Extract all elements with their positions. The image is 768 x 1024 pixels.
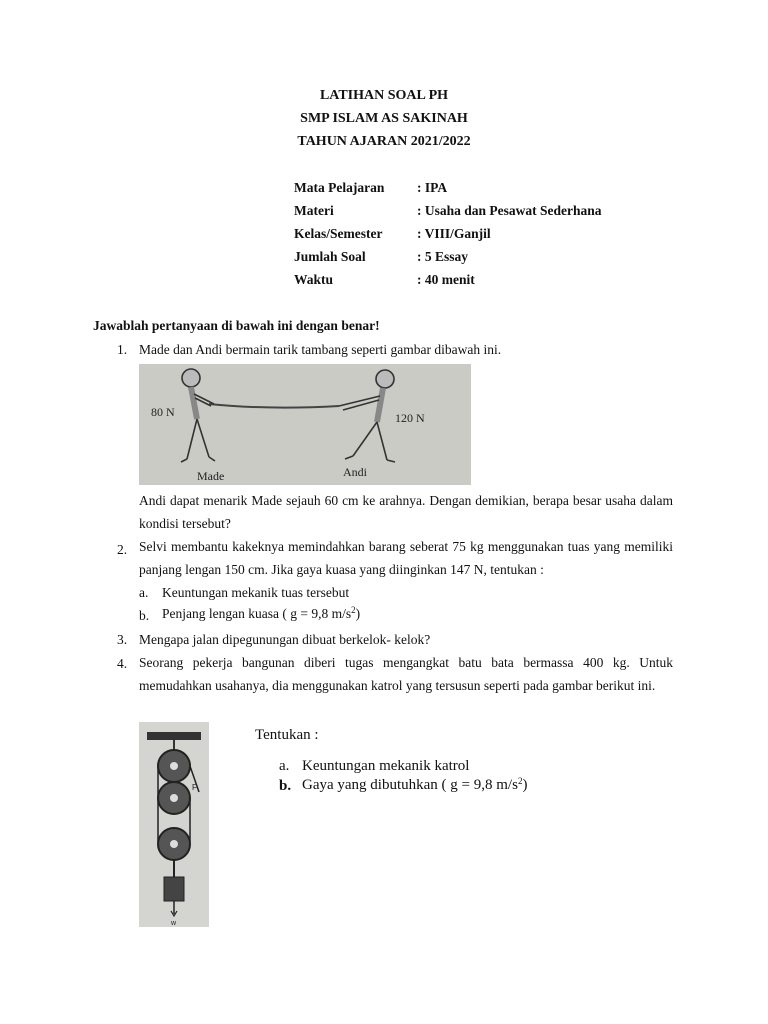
academic-year: TAHUN AJARAN 2021/2022 [297, 134, 471, 149]
doc-title: LATIHAN SOAL PH [319, 88, 449, 103]
question-number: 2. [117, 542, 128, 557]
force-left-label: 80 N [151, 405, 175, 419]
meta-value-time: : 40 menit [417, 272, 475, 287]
prompt-tentukan: Tentukan : [255, 727, 319, 743]
option-text: Penjang lengan kuasa ( g = 9,8 $m/s^2$) [162, 605, 361, 621]
meta-value-count: : 5 Essay [417, 249, 469, 264]
option-label: b. [139, 608, 150, 623]
question-text: Made dan Andi bermain tarik tambang seperti gambar dibawah ini. [139, 342, 502, 357]
question-text: Mengapa jalan dipegunungan dibuat berkelok- kelok? [139, 632, 431, 647]
name-left-label: Made [197, 469, 225, 483]
option-label: a. [139, 585, 149, 600]
meta-value-subject: : IPA [417, 180, 448, 195]
force-label: F [192, 783, 197, 792]
option-label: b. [279, 778, 292, 794]
meta-label-subject: Mata Pelajaran [294, 180, 385, 195]
instruction: Jawablah pertanyaan di bawah ini dengan benar! [93, 318, 380, 333]
meta-label-material: Materi [294, 203, 334, 218]
meta-label-count: Jumlah Soal [294, 249, 366, 264]
force-right-label: 120 N [395, 411, 425, 425]
question-number: 1. [117, 342, 128, 357]
load-block [164, 877, 184, 901]
option-text: Keuntungan mekanik katrol [302, 758, 470, 774]
option-text: Keuntungan mekanik tuas tersebut [162, 585, 350, 600]
meta-value-class: : VIII/Ganjil [417, 226, 491, 241]
meta-label-class: Kelas/Semester [294, 226, 383, 241]
option-label: a. [279, 758, 290, 774]
pulley-figure [139, 722, 209, 927]
question-text: Selvi membantu kakeknya memindahkan barang seberat 75 kg menggunakan tuas yang memiliki panjang lengan 150 cm. Jika gaya kuasa yang diinginkan 147 N, tentukan : [139, 539, 673, 577]
meta-value-material: : Usaha dan Pesawat Sederhana [417, 203, 602, 218]
ceiling-beam [147, 732, 201, 740]
question-number: 4. [117, 656, 128, 671]
option-text: Gaya yang dibutuhkan ( g = 9,8 $m/s^2$) [302, 776, 528, 793]
tug-of-war-illustration [139, 364, 471, 485]
meta-label-time: Waktu [294, 272, 334, 287]
tug-of-war-figure [139, 364, 471, 485]
school-name: SMP ISLAM AS SAKINAH [300, 111, 468, 126]
question-number: 3. [117, 632, 128, 647]
weight-label: w [171, 920, 177, 927]
question-text: Seorang pekerja bangunan diberi tugas mengangkat batu bata bermassa 400 kg. Untuk memudahkan usahanya, dia menggunakan katrol yang tersusun seperti pada gambar berikut ini. [139, 655, 673, 693]
name-right-label: Andi [343, 465, 367, 479]
question-followup: Andi dapat menarik Made sejauh 60 cm ke arahnya. Dengan demikian, berapa besar usaha dalam kondisi tersebut? [139, 493, 673, 531]
pulley-illustration [139, 722, 209, 927]
